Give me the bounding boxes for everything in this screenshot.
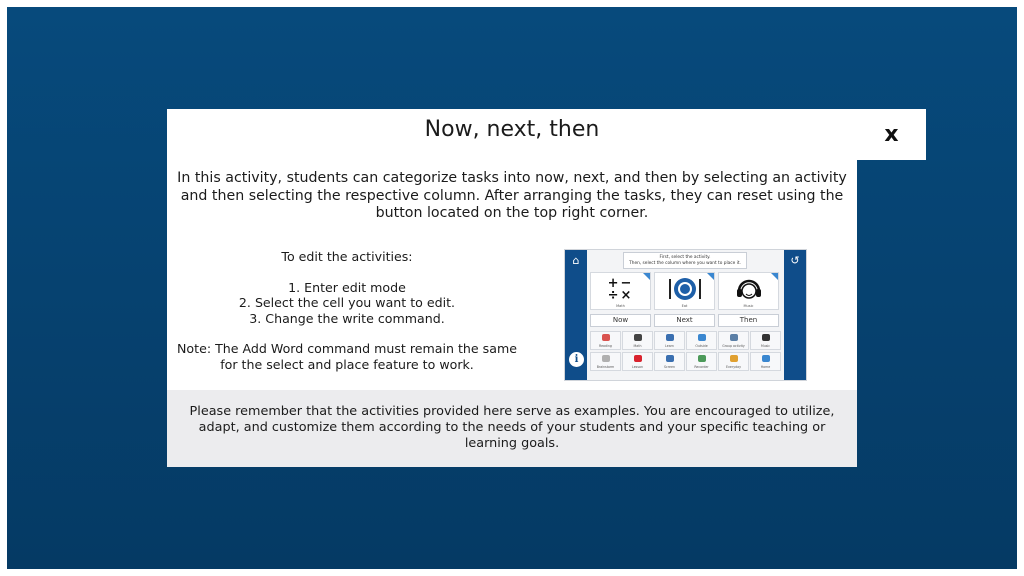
preview-banner-line: Then, select the column where you want to place it. <box>629 261 741 266</box>
dialog-title: Now, next, then <box>424 117 600 142</box>
home-icon: ⌂ <box>572 254 580 267</box>
tile-label: Reading <box>599 344 612 348</box>
preview-tile <box>718 352 749 371</box>
edit-step: 3. Change the write command. <box>249 310 445 326</box>
close-tab <box>857 109 926 160</box>
preview-instruction-banner <box>623 252 747 269</box>
preview-tile <box>718 331 749 350</box>
preview-cell-caption: Music <box>743 304 754 308</box>
edit-note: Note: The Add Word command must remain the same for the select and place feature to work. <box>177 341 517 372</box>
tile-icon <box>698 355 706 362</box>
tile-icon <box>698 334 706 341</box>
preview-banner-line: First, select the activity. <box>659 255 711 260</box>
preview-tile <box>750 352 781 371</box>
info-dialog <box>167 109 857 467</box>
tile-label: Learn <box>665 344 674 348</box>
preview-right-toolbar <box>784 250 806 380</box>
tile-icon <box>666 355 674 362</box>
close-button[interactable]: x <box>884 122 899 147</box>
preview-activity-cell <box>718 272 779 310</box>
tile-icon <box>634 334 642 341</box>
preview-tile <box>590 331 621 350</box>
preview-activity-cell <box>590 272 651 310</box>
preview-left-toolbar <box>565 250 587 380</box>
dialog-intro-text: In this activity, students can categorize tasks into now, next, and then by selecting an activity and then selecting the respective column. After arranging the tasks, they can reset using the button located on the top right corner. <box>177 170 847 221</box>
info-icon: i <box>569 352 584 367</box>
footer-note: Please remember that the activities provided here serve as examples. You are encouraged to utilize, adapt, and customize them according to the needs of your students and your specific teaching or learning goals. <box>189 404 835 451</box>
math-symbols-icon: +− ÷× <box>607 276 634 303</box>
preview-tile <box>622 352 653 371</box>
preview-tile <box>590 352 621 371</box>
tile-label: Outside <box>695 344 708 348</box>
tile-icon <box>666 334 674 341</box>
preview-activity-cell <box>654 272 715 310</box>
tile-icon <box>602 334 610 341</box>
edit-step: 2. Select the cell you want to edit. <box>238 295 456 311</box>
tile-icon <box>730 355 738 362</box>
tile-label: Home <box>760 365 771 369</box>
preview-column-now: Now <box>590 314 651 327</box>
tile-label: Recorder <box>694 365 709 369</box>
preview-column-then: Then <box>718 314 779 327</box>
edit-step: 1. Enter edit mode <box>288 279 406 295</box>
headphones-icon <box>719 276 778 307</box>
tile-label: Group activity <box>722 344 745 348</box>
preview-tile <box>686 331 717 350</box>
tile-label: Everyday <box>726 365 741 369</box>
reset-icon: ↺ <box>790 254 800 267</box>
tile-label: Math <box>633 344 642 348</box>
preview-tile <box>654 352 685 371</box>
edit-heading: To edit the activities: <box>281 249 413 264</box>
preview-cell-caption: Eat <box>681 304 688 308</box>
activity-preview-image <box>564 249 807 381</box>
dialog-footer <box>167 390 857 467</box>
tile-icon <box>602 355 610 362</box>
plate-icon <box>655 276 714 307</box>
tile-icon <box>634 355 642 362</box>
preview-cell-caption: Math <box>616 304 625 308</box>
preview-column-next: Next <box>654 314 715 327</box>
preview-tile <box>622 331 653 350</box>
tile-icon <box>762 334 770 341</box>
preview-tile <box>750 331 781 350</box>
preview-tile <box>654 331 685 350</box>
tile-icon <box>730 334 738 341</box>
tile-label: Lesson <box>632 365 643 369</box>
tile-label: Screen <box>664 365 675 369</box>
tile-label: Brainstorm <box>596 365 615 369</box>
edit-instructions <box>177 249 517 373</box>
tile-label: Music <box>760 344 771 348</box>
tile-icon <box>762 355 770 362</box>
preview-tile <box>686 352 717 371</box>
